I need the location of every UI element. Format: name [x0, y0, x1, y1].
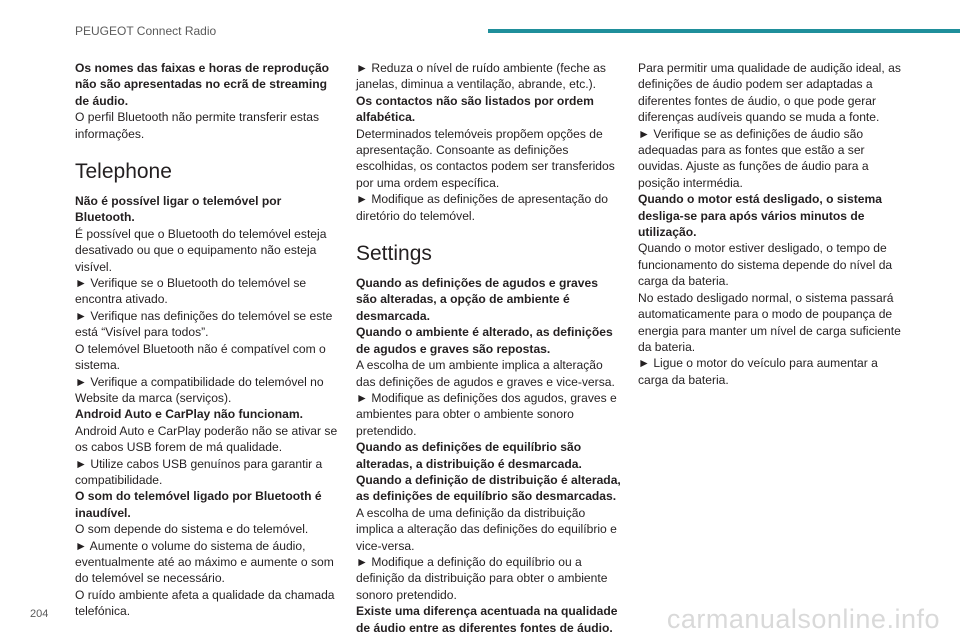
- paragraph: É possível que o Bluetooth do telemóvel esteja desativado ou que o equipamento não esteja visível.: [75, 226, 327, 274]
- paragraph: O ruído ambiente afeta a qualidade da chamada telefónica.: [75, 587, 335, 619]
- paragraph: ► Verifique se o Bluetooth do telemóvel se encontra ativado.: [75, 276, 307, 307]
- section-heading: Settings: [356, 242, 432, 266]
- paragraph: O telemóvel Bluetooth não é compatível com o sistema.: [75, 341, 326, 373]
- paragraph: ► Modifique as definições de apresentação do diretório do telemóvel.: [356, 192, 608, 223]
- paragraph: A escolha de uma definição da distribuição implica a alteração das definições do equilíbrio e vice-versa.: [356, 505, 617, 553]
- issue-title: Não é possível ligar o telemóvel por Bluetooth.: [75, 194, 282, 225]
- text-column-2: [356, 60, 621, 636]
- page-number: 204: [30, 608, 49, 620]
- paragraph: ► Verifique a compatibilidade do telemóvel no Website da marca (serviços).: [75, 374, 324, 405]
- paragraph: ► Verifique nas definições do telemóvel se este está “Visível para todos”.: [75, 308, 333, 340]
- issue-title: O som do telemóvel ligado por Bluetooth é inaudível.: [75, 489, 322, 520]
- paragraph: ► Modifique a definição do equilíbrio ou a definição da distribuição para obter o ambiente sonoro pretendido.: [356, 554, 608, 602]
- issue-title: Os nomes das faixas e horas de reprodução não são apresentadas no ecrã de streaming de áudio.: [75, 61, 330, 108]
- paragraph: O som depende do sistema e do telemóvel.: [75, 522, 309, 537]
- paragraph: ► Aumente o volume do sistema de áudio, eventualmente até ao máximo e aumente o som do telemóvel se necessário.: [75, 538, 334, 586]
- issue-title: Quando as definições de agudos e graves são alteradas, a opção de ambiente é desmarcada.: [356, 276, 598, 323]
- issue-title: Quando o motor está desligado, o sistema desliga-se para após vários minutos de utilização.: [638, 192, 882, 240]
- paragraph: ► Ligue o motor do veículo para aumentar a carga da bateria.: [638, 356, 878, 387]
- paragraph: Determinados telemóveis propõem opções de apresentação. Consoante as definições escolhidas, os contactos podem ser transferidos por uma ordem específica.: [356, 126, 615, 190]
- paragraph: A escolha de um ambiente implica a alteração das definições de agudos e graves e vice-versa.: [356, 358, 615, 389]
- paragraph: ► Modifique as definições dos agudos, graves e ambientes para obter o ambiente sonoro pretendido.: [356, 390, 617, 438]
- paragraph: Para permitir uma qualidade de audição ideal, as definições de áudio podem ser adaptadas a diferentes fontes de áudio, o que pode gerar diferenças audíveis quando se muda a fonte.: [638, 61, 901, 125]
- issue-title: Quando as definições de equilíbrio são alteradas, a distribuição é desmarcada.: [356, 440, 582, 471]
- paragraph: ► Reduza o nível de ruído ambiente (feche as janelas, diminua a ventilação, abrande, etc.).: [356, 61, 606, 92]
- issue-title: Quando o ambiente é alterado, as definições de agudos e graves são repostas.: [356, 325, 613, 356]
- issue-title: Quando a definição de distribuição é alterada, as definições de equilíbrio são desmarcadas.: [356, 472, 621, 504]
- issue-title: Android Auto e CarPlay não funcionam.: [75, 407, 304, 422]
- paragraph: ► Utilize cabos USB genuínos para garantir a compatibilidade.: [75, 456, 323, 487]
- issue-title: Os contactos não são listados por ordem alfabética.: [356, 93, 594, 125]
- paragraph: ► Verifique se as definições de áudio são adequadas para as fontes que estão a ser ouvidas. Ajuste as funções de áudio para a posição intermédia.: [638, 126, 869, 190]
- paragraph: Quando o motor estiver desligado, o tempo de funcionamento do sistema depende do nível da carga da bateria.: [638, 241, 893, 289]
- text-column-3: [638, 60, 903, 388]
- paragraph: O perfil Bluetooth não permite transferir estas informações.: [75, 110, 320, 141]
- watermark: carmanualsonline.info: [666, 604, 940, 634]
- running-header-title: PEUGEOT Connect Radio: [75, 24, 217, 38]
- paragraph: Android Auto e CarPlay poderão não se ativar se os cabos USB forem de má qualidade.: [75, 423, 338, 455]
- text-column-1: [75, 60, 340, 620]
- section-heading: Telephone: [75, 160, 172, 184]
- paragraph: No estado desligado normal, o sistema passará automaticamente para o modo de poupança de energia para manter um nível de carga suficiente da bateria.: [638, 290, 901, 354]
- header-accent-bar: [488, 29, 960, 33]
- issue-title: Existe uma diferença acentuada na qualidade de áudio entre as diferentes fontes de áudio.: [356, 604, 618, 635]
